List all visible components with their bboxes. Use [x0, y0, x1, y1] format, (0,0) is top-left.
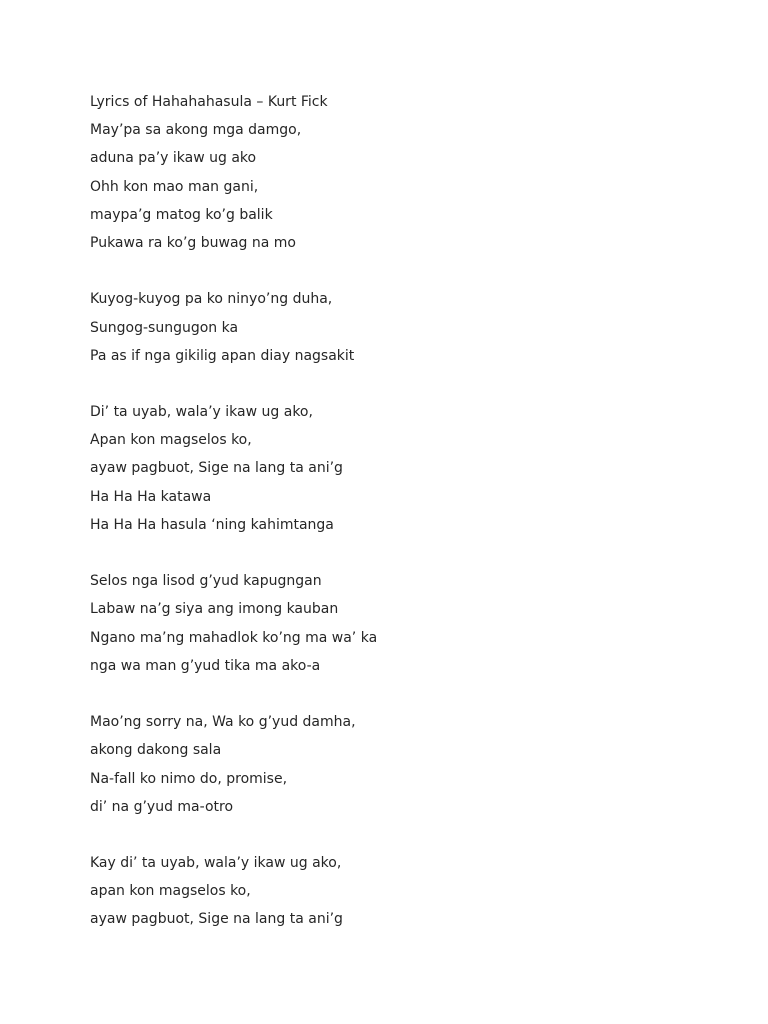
- lyric-line: Ngano ma’ng mahadlok ko’ng ma wa’ ka: [90, 629, 378, 646]
- stanza-4: [90, 567, 730, 680]
- stanza-5: [90, 708, 730, 821]
- lyric-line: Ha Ha Ha katawa: [90, 488, 212, 505]
- lyric-line: Mao’ng sorry na, Wa ko g’yud damha,: [90, 714, 356, 731]
- stanza-gap: [90, 539, 730, 567]
- lyric-line: aduna pa’y ikaw ug ako: [90, 150, 257, 167]
- lyric-line: Ha Ha Ha hasula ‘ning kahimtanga: [90, 516, 334, 533]
- lyric-line: Na-fall ko nimo do, promise,: [90, 770, 288, 787]
- lyric-line: Pukawa ra ko’g buwag na mo: [90, 234, 296, 251]
- lyric-line: apan kon magselos ko,: [90, 883, 251, 900]
- lyric-line: Sungog-sungugon ka: [90, 319, 239, 336]
- stanza-6: [90, 849, 730, 934]
- stanza-2: [90, 285, 730, 370]
- lyric-line: di’ na g’yud ma-otro: [90, 798, 234, 815]
- stanza-3: [90, 398, 730, 539]
- lyric-line: Ohh kon mao man gani,: [90, 178, 259, 195]
- lyric-line: Pa as if nga gikilig apan diay nagsakit: [90, 347, 355, 364]
- stanza-gap: [90, 257, 730, 285]
- lyric-line: nga wa man g’yud tika ma ako-a: [90, 657, 321, 674]
- stanza-gap: [90, 821, 730, 849]
- lyric-line: akong dakong sala: [90, 742, 222, 759]
- lyric-line: May’pa sa akong mga damgo,: [90, 122, 302, 139]
- document-title: Lyrics of Hahahahasula – Kurt Fick: [90, 94, 328, 110]
- lyric-line: Apan kon magselos ko,: [90, 432, 252, 449]
- lyric-line: Labaw na’g siya ang imong kauban: [90, 601, 339, 618]
- stanza-gap: [90, 370, 730, 398]
- lyric-line: Di’ ta uyab, wala’y ikaw ug ako,: [90, 404, 313, 421]
- lyric-line: maypa’g matog ko’g balik: [90, 206, 273, 223]
- lyric-line: Kuyog-kuyog pa ko ninyo’ng duha,: [90, 291, 333, 308]
- lyric-line: Selos nga lisod g’yud kapugngan: [90, 573, 322, 590]
- lyric-line: ayaw pagbuot, Sige na lang ta ani’g: [90, 460, 343, 477]
- stanza-gap: [90, 680, 730, 708]
- stanza-1: [90, 116, 730, 257]
- lyric-line: ayaw pagbuot, Sige na lang ta ani’g: [90, 911, 343, 928]
- document-page: [90, 88, 730, 934]
- lyric-line: Kay di’ ta uyab, wala’y ikaw ug ako,: [90, 855, 342, 872]
